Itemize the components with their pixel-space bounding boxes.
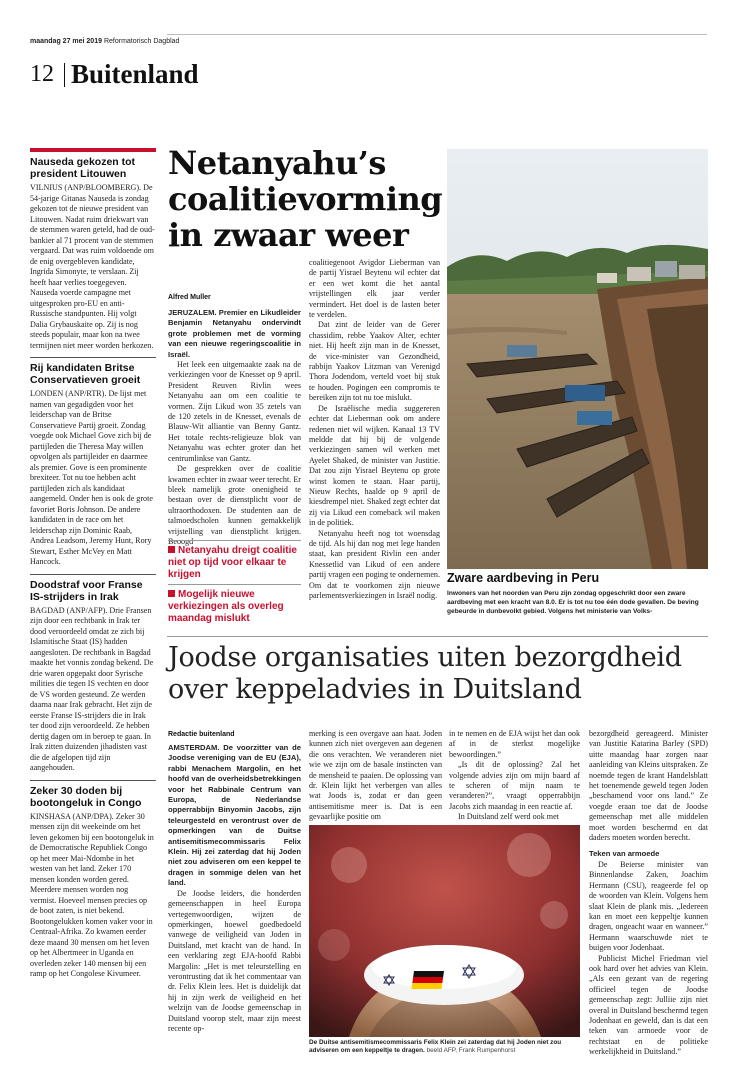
kippah-photo-caption: De Duitse antisemitismecommissaris Felix Klein zei zaterdag dat hij Joden niet zou adviseren om een keppeltje te dragen. beeld AFP, Frank Rumpenhorst [309, 1039, 562, 1055]
article2-headline: Joodse organisaties uiten bezorgdheid over keppeladvies in Duitsland [168, 642, 682, 705]
dateline: maandag 27 mei 2019 Reformatorisch Dagblad [30, 38, 180, 45]
sidebar-body: VILNIUS (ANP/BLOOMBERG). De 54-jarige Gitanas Nauseda is zondag gekozen tot de nieuwe president van Litouwen. Nadat ruim driekwart van de stemmen waren geteld, had de oud-bankier al 71 procent van de stemmen vergaard. Dat was ruim voldoende om de enig overgebleven kandidate, Ingrida Simonyte, te verslaan. Zij heeft haar verlies toegegeven. Nauseda voerde campagne met uitgesproken pro-EU en anti-Russische standpunten. Hij volgt Dalia Grybauskaite op. Zij is nog steeds populair, maar kon na twee termijnen niet meer worden herkozen. [30, 183, 155, 350]
top-rule [167, 34, 707, 35]
paragraph: coalitiegenoot Avigdor Lieberman van de partij Yisrael Beytenu wil echter dat er een wet komt die het aantal vrijstellingen elk jaar verder vermindert. Het doel is de lasten beter te verdelen. [309, 258, 440, 320]
article1-column-2 [309, 258, 440, 601]
paragraph: merking is een overgave aan haat. Joden kunnen zich niet overgeven aan degenen die ons verachten. We veranderen niet wie we zijn om de basale instincten van de mensheid te paaien. De oplossing van dr. Klein lijkt het verbergen van alles wat Joods is, zodat er dan geen antisemitisme meer is. Dat is een gevaarlijke positie om [309, 729, 442, 822]
sidebar-headline: Doodstraf voor Franse IS-strijders in Irak [30, 578, 143, 603]
pull-quote: Mogelijk nieuwe verkiezingen als overleg maandag mislukt [168, 584, 301, 625]
bullet-square-icon [168, 546, 175, 553]
subhead: Teken van armoede [589, 849, 660, 859]
paragraph: Netanyahu heeft nog tot woensdag de tijd. Als hij dan nog met lege handen staat, kan president Rivlin een ander Knessetlid van Likud of een andere partij vragen een poging te ondernemen. Om dat te voorkomen zijn nieuwe parlementsverkiezingen in Israël nodig. [309, 528, 440, 600]
paragraph: Publicist Michel Friedman viel ook hard over het advies van Klein. „Als een gezant van de regering officieel tegen de Joodse gemeenschap zegt: Julliie zijn niet overal in Duitsland beschermd tegen Jodenhaat en geweld, dan is dat een teken van armoede voor de rechtstaat en de politieke werkelijkheid in Duitsland.” [589, 953, 708, 1057]
sidebar-story [30, 357, 156, 568]
paragraph: In Duitsland zelf werd ook met [458, 812, 559, 822]
sidebar-body: BAGDAD (ANP/AFP). Drie Fransen zijn door een rechtbank in Irak ter dood veroordeeld omdat ze zich bij Islamitische Staat (IS) hadden aangesloten. De rechtbank in Bagdad maakte het vonnis zondag bekend. De drie waren opgepakt door Syrische milities die tegen IS vechten en door de VS worden gesteund. Ze werden daarna naar Irak gebracht. Het zijn de eerste Franse IS-strijders die in Irak ter dood zijn veroordeeld. Ze hebben dertig dagen om in beroep te gaan. In Irak zitten duizenden jihadisten vast die de afgelopen tijd zijn aangehouden. [30, 605, 154, 772]
bullet-square-icon [168, 590, 175, 597]
paragraph: bezorgdheid gereageerd. Minister van Justitie Katarina Barley (SPD) uitte maandag haar zorgen naar aanleiding van Kleins uitspraken. Ze noemde tegen de krant Handelsblatt het toenemende geweld tegen Joden „beschamend voor ons land.” Ze voegde eraan toe dat de Joodse gemeenschap met alle middelen moet worden beschermd en dat daders moeten worden berecht. [589, 729, 708, 843]
article1-byline: Alfred Muller [168, 294, 211, 301]
sidebar-story [30, 574, 156, 774]
article2-column-1 [168, 743, 301, 1034]
paragraph: De Israëlische media suggereren echter dat Lieberman ook om andere redenen niet wil wijken. Kanaal 13 TV meldde dat hij bij de volgende verkiezingen samen wil werken met Ayelet Shaked, de minister van Justitie. Dat zou zijn Yisrael Beytenu op grote winst komen te staan. Haar partij, Nieuw Rechts, haalde op 9 april de kiesdrempel niet. Shaked zegt echter dat zij via Likud een comeback wil maken in de politiek. [309, 403, 440, 528]
pull-quote: Netanyahu dreigt coalitie niet op tijd voor elkaar te krijgen [168, 540, 301, 581]
sidebar-body: KINSHASA (ANP/DPA). Zeker 30 mensen zijn dit weekeinde om het leven gekomen bij een bootongeluk in de Democratische Republiek Congo op het meer Mai-Ndombe in het westen van het land. Zeker 170 mensen konden worden gered. Meerdere mensen worden nog vermist. Hoeveel mensen precies op de boot zaten, is niet bekend. Bootongelukken komen vaker voor in Centraal-Afrika. Zo kwamen eerder deze maand 30 mensen om het leven op het Albertmeer in Uganda en overleden zeker 140 mensen bij een ramp op het Congolese Kivumeer. [30, 811, 154, 978]
paragraph: De gesprekken over de coalitie kwamen echter in zwaar weer terecht. Er bleek namelijk grote onenigheid te bestaan over de dienstplicht voor de ultraorthodoxen. De studenten aan de talmoedscholen kunnen gemakkelijk vrijstelling van dienstplicht krijgen. Beoogd [168, 464, 301, 546]
peru-earthquake-photo [447, 149, 708, 569]
divider [167, 636, 708, 637]
section-title: Buitenland [71, 59, 199, 89]
article2-column-2 [309, 729, 442, 823]
article2-byline: Redactie buitenland [168, 731, 235, 738]
paragraph: Het leek een uitgemaakte zaak na de verkiezingen voor de Knesset op 9 april. President Reuven Rivlin wees Netanyahu aan om een coalitie te vormen. Zijn Likud won 35 zetels van de 120 zetels in de Knesset, evenals de Blauw-Wit alliantie van Benny Gantz. Het totale rechts-religieuze blok van Netanyahu was echter groter dan het centrumlinkse van Gantz. [168, 360, 301, 463]
article1-headline: Netanyahu’s coalitievorming in zwaar weer [168, 144, 443, 254]
sidebar-story [30, 148, 156, 351]
news-sidebar [30, 148, 156, 986]
kippah-photo [309, 825, 580, 1037]
article2-column-4 [589, 729, 708, 1058]
article2-column-3 [449, 729, 580, 823]
page-number: 12 [30, 61, 54, 87]
sidebar-headline: Rij kandidaten Britse Conservatieven groeit [30, 362, 141, 386]
peru-caption-head: Zware aardbeving in Peru [447, 571, 600, 585]
paragraph: De Joodse leiders, die honderden gemeenschappen in heel Europa vertegenwoordigen, wijzen de opmerkingen, hoewel goedbedoeld vanwege de veiligheid van Joden in Duitsland, met kracht van de hand. In een verklaring zegt EJA-hoofd Rabbi Margolin: „Het is met teleurstelling en verontrusting dat ik het commentaar van dr. Felix Klein lees. Het is duidelijk dat hij in zijn werk de veiligheid en het welzijn van de Joodse gemeenschap in Duitsland voorop stelt, maar zijn meest recente op- [168, 888, 301, 1033]
paragraph: „Is dit de oplossing? Zal het volgende advies zijn om mijn baard af te scheren of mijn naam te veranderen?”, vraagt opperrabbijn Jacobs zich maandag in een reactie af. [449, 760, 580, 811]
paragraph: De Beierse minister van Binnenlandse Zaken, Joachim Hermann (CSU), reageerde fel op de woorden van Klein. Volgens hem slaat Klein de plank mis. „Iedereen kan en moet een keppeltje kunnen dragen, ongeacht waar en wanneer.” Hermann waarschuwde niet te buigen voor Jodenhaat. [589, 859, 708, 953]
sidebar-headline: Nauseda gekozen tot president Litouwen [30, 156, 136, 180]
article1-lead: JERUZALEM. Premier en Likudleider Benjamin Netanyahu ondervindt grote problemen met de vorming van een nieuwe regeringscoalitie in Israël. [168, 308, 301, 359]
article1-column-1 [168, 308, 301, 547]
article2-lead: AMSTERDAM. De voorzitter van de Joodse vereniging van de EU (EJA), rabbi Menachem Margolin, en het hoofd van de overheidsbetrekkingen voor het Rabbinale Centrum van Europa, de Nederlandse opperrabbijn Binyomin Jacobs, zijn teleurgesteld en verontrust over de opmerkingen van de Duitse antisemitismecommissaris Felix Klein. Hij zei zaterdag dat hij Joden niet zou adviseren om een keppel te dragen in sommige delen van het land. [168, 743, 301, 888]
sidebar-story [30, 780, 156, 980]
sidebar-headline: Zeker 30 doden bij bootongeluk in Congo [30, 784, 142, 809]
page-separator [64, 63, 65, 87]
paragraph: in te nemen en de EJA wijst het dan ook af in de sterkst mogelijke bewoordingen.” [449, 729, 580, 759]
peru-caption: Inwoners van het noorden van Peru zijn zondag opgeschrikt door een zware aardbeving met een kracht van 8.0. Er is tot nu toe één dode gevallen. De beving gebeurde in dunbevolkt gebied. Volgens het ministerie van Volks- [447, 590, 699, 615]
paragraph: Dat zint de leider van de Gerer chassidim, rebbe Yaakov Alter, echter niet. Hij heeft zijn man in de Knesset, de vice-minister van Gezondheid, rabbijn Yaakov Litzman van Verenigd Thora Jodendom, verteld voet bij stuk te houden. Pogingen een compromis te bereiken zijn tot nu toe mislukt. [309, 320, 440, 403]
sidebar-body: LONDEN (ANP/RTR). De lijst met namen van gegadigden voor het leiderschap van de Britse Conservatieve Partij groeit. Zondag voegde ook Michael Gove zich bij de partijleden die Theresa May willen opvolgen als partijleider en daarmee als premier. Gove is een prominente brexiteer. Tot nu toe hebben acht partijleden zich als kandidaat aangemeld. Onder hen is ook de grote favoriet Boris Johnson. De andere kandidaten in de race om het leiderschap zijn Dominic Raab, Andrea Leadsom, Jeremy Hunt, Rory Stewart, Esther McVey en Matt Hancock. [30, 389, 153, 566]
